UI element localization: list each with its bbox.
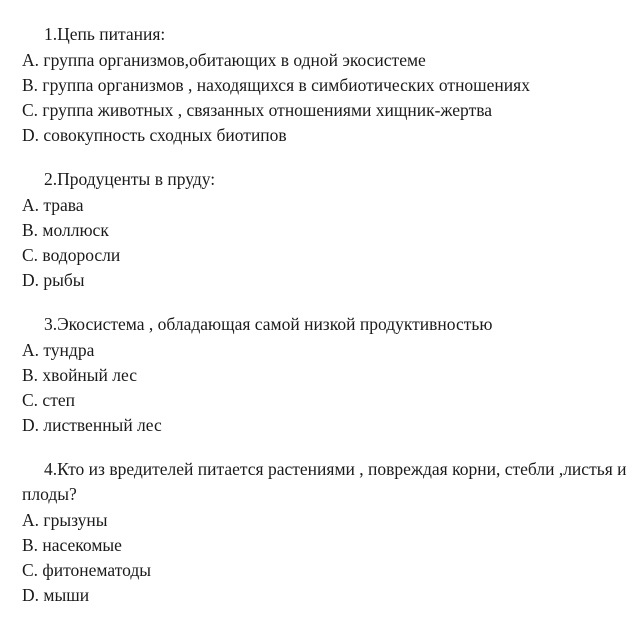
question-stem: 1.Цепь питания:	[44, 24, 166, 44]
question-option: C. фитонематоды	[22, 560, 152, 580]
question-option: B. группа организмов , находящихся в симбиотических отношениях	[22, 75, 530, 95]
question-option: C. водоросли	[22, 245, 121, 265]
question-option: B. насекомые	[22, 535, 122, 555]
question-block-2	[22, 167, 632, 293]
question-option: C. группа животных , связанных отношениями хищник-жертва	[22, 100, 493, 120]
question-block-4	[22, 457, 632, 608]
question-option: C. степ	[22, 390, 75, 410]
question-option: D. совокупность сходных биотипов	[22, 125, 287, 145]
question-option: D. мыши	[22, 585, 90, 605]
question-stem: 4.Кто из вредителей питается растениями , повреждая корни, стебли ,листья и плоды?	[22, 459, 631, 504]
question-stem: 3.Экосистема , обладающая самой низкой продуктивностью	[44, 314, 493, 334]
question-block-1	[22, 22, 632, 148]
question-option: A. группа организмов,обитающих в одной экосистеме	[22, 50, 426, 70]
question-option: B. хвойный лес	[22, 365, 137, 385]
question-stem: 2.Продуценты в пруду:	[44, 169, 216, 189]
question-option: D. лиственный лес	[22, 415, 162, 435]
question-option: D. рыбы	[22, 270, 85, 290]
question-option: A. тундра	[22, 340, 95, 360]
question-block-3	[22, 312, 632, 438]
question-option: B. моллюск	[22, 220, 109, 240]
question-option: A. трава	[22, 195, 84, 215]
question-option: A. грызуны	[22, 510, 108, 530]
